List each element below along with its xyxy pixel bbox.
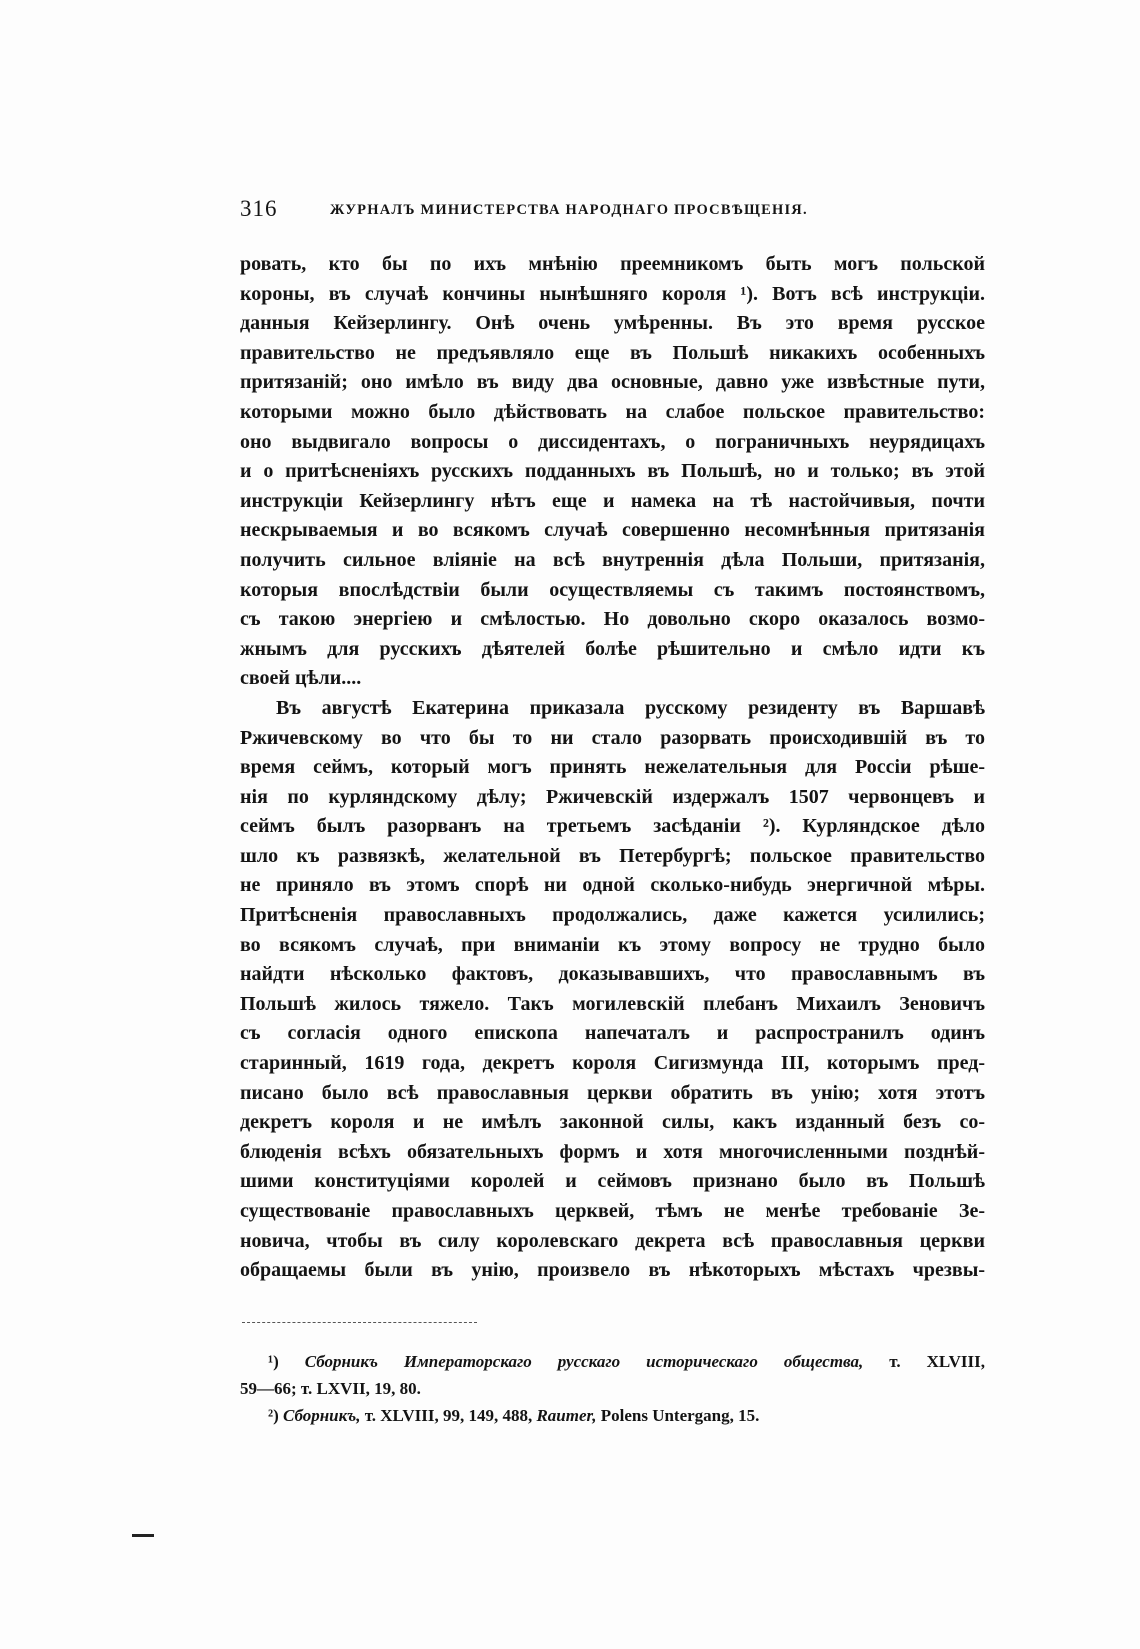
- text-line: декретъ короля и не имѣлъ законной силы, какъ изданный безъ со-: [240, 1111, 985, 1134]
- page-header: [240, 196, 985, 232]
- footnotes: [240, 1348, 985, 1429]
- text-line: Польшѣ жилось тяжело. Такъ могилевскій плебанъ Михаилъ Зеновичъ: [240, 992, 985, 1015]
- text-line: во всякомъ случаѣ, при вниманіи къ этому вопросу не трудно было: [240, 933, 985, 956]
- text-line: обращаемы были въ унію, произвело въ нѣкоторыхъ мѣстахъ чрезвы-: [240, 1259, 985, 1282]
- text-line: существованіе православныхъ церквей, тѣмъ не менѣе требованіе Зе-: [240, 1200, 985, 1222]
- text-line: данныя Кейзерлингу. Онѣ очень умѣренны. Въ это время русское: [240, 312, 985, 335]
- footnote-1-volume: т. XLVIII,: [889, 1352, 985, 1371]
- text-line: Ржичевскому во что бы то ни стало разорвать происходившій въ то: [240, 726, 985, 749]
- footnote-1-mark: ¹): [268, 1352, 279, 1371]
- footnote-1-source: Сборникъ Императорскаго русскаго историческаго общества,: [304, 1352, 864, 1371]
- footnote-2-author: Raumer,: [536, 1406, 597, 1425]
- text-line: съ такою энергіею и смѣлостью. Но довольно скоро оказалось возмо-: [240, 608, 985, 631]
- text-line-paragraph-start: Въ августѣ Екатерина приказала русскому резиденту въ Варшавѣ: [276, 696, 985, 719]
- text-line: сеймъ былъ разорванъ на третьемъ засѣданіи ²). Курляндское дѣло: [240, 815, 985, 838]
- footnote-2-pages: т. XLVIII, 99, 149, 488,: [364, 1406, 533, 1425]
- text-line: шло къ развязкѣ, желательной въ Петербургѣ; польское правительство: [240, 844, 985, 867]
- text-line-paragraph-end: своей цѣли....: [240, 667, 362, 690]
- text-line: ровать, кто бы по ихъ мнѣнію преемникомъ быть могъ польской: [240, 253, 985, 275]
- text-line: съ согласія одного епископа напечаталъ и распространилъ одинъ: [240, 1022, 985, 1045]
- footnote-2: [240, 1402, 985, 1429]
- text-line: старинный, 1619 года, декретъ короля Сигизмунда III, которымъ пред-: [240, 1052, 985, 1075]
- text-line: инструкціи Кейзерлингу нѣтъ еще и намека на тѣ настойчивыя, почти: [240, 489, 985, 512]
- text-line: получить сильное вліяніе на всѣ внутреннія дѣла Польши, притязанія,: [240, 548, 985, 571]
- footnote-2-mark: ²): [268, 1406, 279, 1425]
- text-line: которыми можно было дѣйствовать на слабое польское правительство:: [240, 400, 985, 423]
- text-line: писано было всѣ православныя церкви обратить въ унію; хотя этотъ: [240, 1081, 985, 1104]
- text-line: блюденія всѣхъ обязательныхъ формъ и хотя многочисленными позднѣй-: [240, 1140, 985, 1163]
- text-line: не приняло въ этомъ спорѣ ни одной сколько-нибудь энергичной мѣры.: [240, 874, 985, 897]
- footnote-2-source: Сборникъ,: [283, 1406, 361, 1425]
- text-line: которыя впослѣдствіи были осуществляемы съ такимъ постоянствомъ,: [240, 578, 985, 601]
- footnote-2-title: Polens Untergang, 15.: [600, 1406, 760, 1425]
- text-line: короны, въ случаѣ кончины нынѣшняго короля ¹). Вотъ всѣ инструкціи.: [240, 282, 985, 305]
- text-line: жнымъ для русскихъ дѣятелей болѣе рѣшительно и смѣло идти къ: [240, 637, 985, 660]
- text-line: Притѣсненія православныхъ продолжались, даже кажется усилились;: [240, 904, 985, 927]
- page-number: 316: [240, 196, 278, 221]
- margin-mark: [132, 1534, 154, 1537]
- footnote-1-continuation: 59—66; т. LXVII, 19, 80.: [240, 1379, 421, 1398]
- text-line: правительство не предъявляло еще въ Польшѣ никакихъ особенныхъ: [240, 341, 985, 364]
- text-line: притязаній; оно имѣло въ виду два основные, давно уже извѣстные пути,: [240, 371, 985, 394]
- body-text: [240, 250, 985, 1286]
- text-line: время сеймъ, который могъ принять нежелательныя для Россіи рѣше-: [240, 756, 985, 779]
- text-line: нескрываемыя и во всякомъ случаѣ совершенно несомнѣнныя притязанія: [240, 519, 985, 542]
- running-title: ЖУРНАЛЪ МИНИСТЕРСТВА НАРОДНАГО ПРОСВѢЩЕНІЯ.: [330, 202, 808, 218]
- footnote-1: [240, 1348, 985, 1375]
- text-line: шими конституціями королей и сеймовъ признано было въ Польшѣ: [240, 1170, 985, 1193]
- text-line: нія по курляндскому дѣлу; Ржичевскій издержалъ 1507 червонцевъ и: [240, 785, 985, 808]
- text-line: найдти нѣсколько фактовъ, доказывавшихъ, что православнымъ въ: [240, 963, 985, 986]
- footnote-divider: [242, 1322, 477, 1323]
- text-line: новича, чтобы въ силу королевскаго декрета всѣ православныя церкви: [240, 1229, 985, 1252]
- text-line: и о притѣсненіяхъ русскихъ подданныхъ въ Польшѣ, но и только; въ этой: [240, 460, 985, 483]
- text-line: оно выдвигало вопросы о диссидентахъ, о пограничныхъ неурядицахъ: [240, 430, 985, 453]
